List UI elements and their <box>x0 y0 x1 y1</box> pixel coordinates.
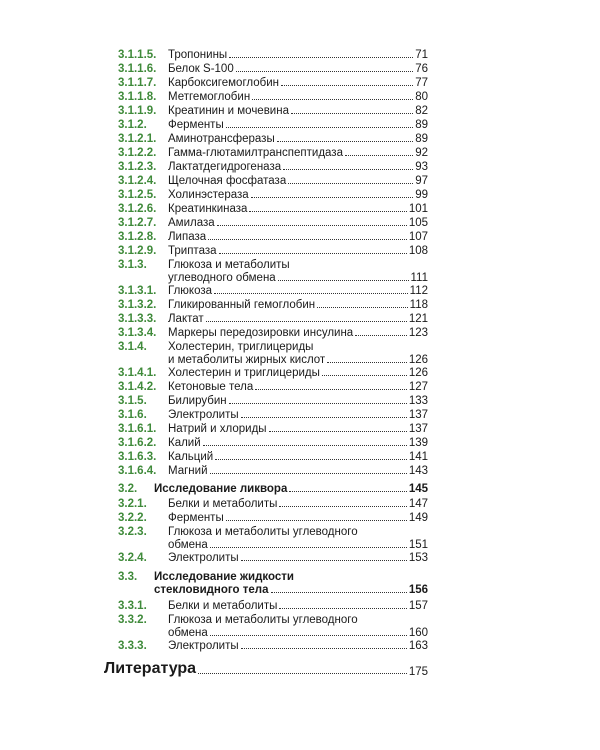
section-title-line <box>154 584 428 596</box>
dot-leader <box>289 491 406 492</box>
section-number: 3.1.6.3. <box>118 451 157 463</box>
section-number: 3.1.2.5. <box>118 189 157 201</box>
section-title: Электролиты <box>168 409 239 421</box>
section-title-line <box>168 203 428 215</box>
dot-leader <box>345 155 413 156</box>
section-number: 3.1.2.1. <box>118 133 157 145</box>
dot-leader <box>241 648 407 649</box>
section-number: 3.3. <box>118 571 138 583</box>
section-number: 3.1.1.9. <box>118 105 157 117</box>
section-title: Аминотрансферазы <box>168 133 275 145</box>
section-number: 3.1.2.3. <box>118 161 157 173</box>
dot-leader <box>208 239 407 240</box>
dot-leader <box>278 280 409 281</box>
page-number: 112 <box>409 285 428 297</box>
page-number: 101 <box>408 203 428 215</box>
section-title-line <box>168 539 428 551</box>
dot-leader <box>217 225 407 226</box>
section-title: Ферменты <box>168 512 224 524</box>
section-title-line <box>168 49 428 61</box>
page-number: 163 <box>408 640 428 652</box>
section-title-line1: Глюкоза и метаболиты углеводного <box>168 614 358 626</box>
section-title: Магний <box>168 465 208 477</box>
section-title-line <box>168 217 428 229</box>
dot-leader <box>249 211 406 212</box>
section-title-line <box>168 327 428 339</box>
dot-leader <box>277 141 413 142</box>
page-number: 156 <box>408 584 428 596</box>
dot-leader <box>226 127 413 128</box>
page-number: 107 <box>408 231 428 243</box>
page-number: 151 <box>408 539 428 551</box>
dot-leader <box>203 445 407 446</box>
section-number: 3.1.1.8. <box>118 91 157 103</box>
section-title-line <box>168 512 428 524</box>
page-number: 108 <box>408 245 428 257</box>
dot-leader <box>214 293 408 294</box>
page-number: 77 <box>415 77 428 89</box>
section-title: Билирубин <box>168 395 227 407</box>
dot-leader <box>210 635 407 636</box>
section-title-line1: Исследование жидкости <box>154 571 294 583</box>
section-title: обмена <box>168 627 208 639</box>
section-title: Исследование ликвора <box>154 483 288 495</box>
section-title: стекловидного тела <box>154 584 269 596</box>
dot-leader <box>198 673 407 674</box>
section-title-line <box>154 483 428 495</box>
section-number: 3.1.2.9. <box>118 245 157 257</box>
page-number: 160 <box>408 627 428 639</box>
section-title-line1: Глюкоза и метаболиты углеводного <box>168 526 358 538</box>
page-number: 99 <box>415 189 428 201</box>
page-number: 121 <box>408 313 428 325</box>
dot-leader <box>281 85 413 86</box>
page-number: 111 <box>410 272 428 284</box>
toc-entry-literature[interactable] <box>104 660 428 678</box>
dot-leader <box>206 321 407 322</box>
section-title: Кетоновые тела <box>168 381 254 393</box>
section-number: 3.1.3.1. <box>118 285 157 297</box>
section-number: 3.1.1.6. <box>118 63 157 75</box>
section-title-line <box>168 381 428 393</box>
page-number: 137 <box>408 423 428 435</box>
section-number: 3.2.1. <box>118 498 147 510</box>
dot-leader <box>317 307 408 308</box>
page-number: 82 <box>415 105 428 117</box>
section-title: Гамма-глютамилтранспептидаза <box>168 147 343 159</box>
page-number: 89 <box>415 119 428 131</box>
section-title: Тропонины <box>168 49 228 61</box>
section-title: Кальций <box>168 451 214 463</box>
page-number: 153 <box>408 552 428 564</box>
page-number: 149 <box>408 512 428 524</box>
section-number: 3.3.1. <box>118 600 147 612</box>
section-title: Триптаза <box>168 245 217 257</box>
dot-leader <box>279 506 406 507</box>
page-number: 143 <box>408 465 428 477</box>
section-title-line <box>168 395 428 407</box>
dot-leader <box>229 57 413 58</box>
section-number: 3.1.3. <box>118 259 147 271</box>
section-number: 3.1.2.8. <box>118 231 157 243</box>
section-title-line <box>168 245 428 257</box>
page-number: 126 <box>408 354 428 366</box>
section-number: 3.1.2.7. <box>118 217 157 229</box>
page-number: 137 <box>408 409 428 421</box>
section-title: Белки и метаболиты <box>168 600 278 612</box>
section-number: 3.3.2. <box>118 614 147 626</box>
section-title-line <box>168 367 428 379</box>
section-number: 3.1.2.2. <box>118 147 157 159</box>
section-title: Калий <box>168 437 201 449</box>
dot-leader <box>241 417 407 418</box>
page-number: 76 <box>415 63 428 75</box>
page-number: 80 <box>415 91 428 103</box>
section-title-line <box>168 272 428 284</box>
section-number: 3.1.4. <box>118 341 147 353</box>
section-title-line <box>168 63 428 75</box>
page-number: 145 <box>408 483 428 495</box>
section-title-line <box>168 640 428 652</box>
section-title: Лактатдегидрогеназа <box>168 161 282 173</box>
section-number: 3.1.6.2. <box>118 437 157 449</box>
page-number: 133 <box>408 395 428 407</box>
section-number: 3.1.3.4. <box>118 327 157 339</box>
section-title: Карбоксигемоглобин <box>168 77 279 89</box>
section-title: Электролиты <box>168 640 239 652</box>
dot-leader <box>283 169 413 170</box>
dot-leader <box>251 197 414 198</box>
section-title: Холестерин и триглицериды <box>168 367 320 379</box>
dot-leader <box>210 473 407 474</box>
section-number: 3.2.2. <box>118 512 147 524</box>
page-number: 126 <box>408 367 428 379</box>
page-number: 118 <box>409 299 428 311</box>
section-title: Амилаза <box>168 217 215 229</box>
section-title-line <box>168 465 428 477</box>
dot-leader <box>229 403 407 404</box>
section-number: 3.2.4. <box>118 552 147 564</box>
section-number: 3.1.5. <box>118 395 147 407</box>
page-number: 92 <box>415 147 428 159</box>
dot-leader <box>236 71 413 72</box>
dot-leader <box>215 459 407 460</box>
section-number: 3.1.4.1. <box>118 367 157 379</box>
section-number: 3.1.3.3. <box>118 313 157 325</box>
section-title: Маркеры передозировки инсулина <box>168 327 354 339</box>
section-title-line <box>168 552 428 564</box>
section-title: Электролиты <box>168 552 239 564</box>
dot-leader <box>355 335 407 336</box>
section-title-line <box>168 409 428 421</box>
section-title-line <box>168 161 428 173</box>
section-title-line <box>168 133 428 145</box>
section-title: Креатинин и мочевина <box>168 105 289 117</box>
dot-leader <box>327 362 407 363</box>
section-title-line <box>168 77 428 89</box>
section-title-line <box>168 91 428 103</box>
page-number: 93 <box>415 161 428 173</box>
section-number: 3.1.6.4. <box>118 465 157 477</box>
dot-leader <box>252 99 413 100</box>
section-title: Лактат <box>168 313 204 325</box>
section-title: Белок S-100 <box>168 63 234 75</box>
page-number: 157 <box>408 600 428 612</box>
section-title-line <box>168 451 428 463</box>
section-number: 3.2.3. <box>118 526 147 538</box>
section-title-line <box>168 189 428 201</box>
section-title: обмена <box>168 539 208 551</box>
page-number: 141 <box>408 451 428 463</box>
dot-leader <box>210 547 407 548</box>
dot-leader <box>271 592 407 593</box>
page-number: 97 <box>415 175 428 187</box>
section-title: Гликированный гемоглобин <box>168 299 316 311</box>
page-number: 71 <box>415 49 428 61</box>
section-title: Белки и метаболиты <box>168 498 278 510</box>
section-title-line <box>168 498 428 510</box>
section-title-line1: Холестерин, триглицериды <box>168 341 314 353</box>
section-title: Щелочная фосфатаза <box>168 175 287 187</box>
section-title-line <box>168 285 428 297</box>
dot-leader <box>279 608 406 609</box>
dot-leader <box>255 389 407 390</box>
section-title-line <box>168 299 428 311</box>
section-title-line <box>168 313 428 325</box>
section-title-line <box>168 354 428 366</box>
section-number: 3.1.6. <box>118 409 147 421</box>
section-title-line <box>168 600 428 612</box>
dot-leader <box>219 253 407 254</box>
section-number: 3.1.3.2. <box>118 299 157 311</box>
section-title: Ферменты <box>168 119 224 131</box>
section-title: Креатинкиназа <box>168 203 248 215</box>
section-number: 3.1.2.6. <box>118 203 157 215</box>
section-number: 3.1.4.2. <box>118 381 157 393</box>
section-title-line <box>168 119 428 131</box>
section-title: Холинэстераза <box>168 189 249 201</box>
section-title-line <box>168 627 428 639</box>
section-title-line <box>168 231 428 243</box>
section-number: 3.3.3. <box>118 640 147 652</box>
section-title: и метаболиты жирных кислот <box>168 354 326 366</box>
literature-page: 175 <box>408 666 428 678</box>
section-title: Глюкоза <box>168 285 213 297</box>
page-number: 127 <box>408 381 428 393</box>
section-title-line <box>168 175 428 187</box>
dot-leader <box>241 560 407 561</box>
dot-leader <box>322 375 407 376</box>
page-number: 139 <box>408 437 428 449</box>
section-title: углеводного обмена <box>168 272 276 284</box>
page-number: 147 <box>408 498 428 510</box>
page-number: 123 <box>408 327 428 339</box>
section-number: 3.1.2.4. <box>118 175 157 187</box>
dot-leader <box>226 520 407 521</box>
section-number: 3.1.1.5. <box>118 49 157 61</box>
section-number: 3.1.2. <box>118 119 147 131</box>
section-title-line <box>168 105 428 117</box>
dot-leader <box>269 431 407 432</box>
section-title-line1: Глюкоза и метаболиты <box>168 259 290 271</box>
page-number: 105 <box>408 217 428 229</box>
page-number: 89 <box>415 133 428 145</box>
section-title-line <box>168 147 428 159</box>
section-title-line <box>168 423 428 435</box>
section-title-line <box>168 437 428 449</box>
dot-leader <box>288 183 413 184</box>
dot-leader <box>291 113 413 114</box>
section-title: Натрий и хлориды <box>168 423 267 435</box>
section-number: 3.2. <box>118 483 138 495</box>
section-title: Липаза <box>168 231 207 243</box>
section-number: 3.1.1.7. <box>118 77 157 89</box>
literature-title: Литература <box>104 660 197 677</box>
section-number: 3.1.6.1. <box>118 423 157 435</box>
section-title: Метгемоглобин <box>168 91 251 103</box>
